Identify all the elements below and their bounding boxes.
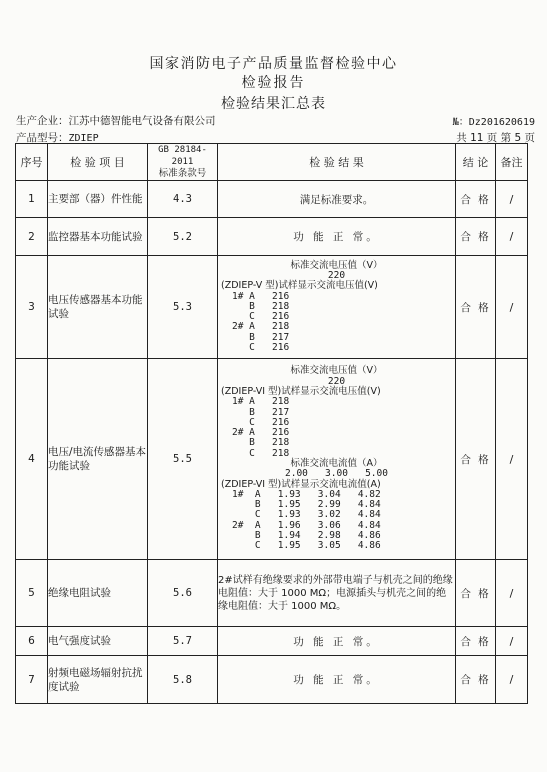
- row-no: 3: [16, 256, 48, 359]
- result-line: 220: [327, 375, 346, 387]
- results-table: [15, 143, 528, 704]
- result-line: 1# A 218: [232, 396, 290, 408]
- header-conclusion: 结 论: [456, 144, 496, 181]
- row-result: 满足标准要求。: [218, 181, 456, 218]
- header-standard-clause: [148, 144, 218, 181]
- table-row: [16, 359, 528, 560]
- row-clause: 5.7: [148, 627, 218, 656]
- result-line: C 216: [232, 311, 290, 323]
- result-line: 1# A 216: [232, 290, 290, 302]
- row-clause: 5.3: [148, 256, 218, 359]
- row-remarks: /: [496, 218, 528, 256]
- row-clause: 5.6: [148, 560, 218, 627]
- row-item: 绝缘电阻试验: [48, 560, 148, 627]
- table-row: [16, 181, 528, 218]
- row-no: 5: [16, 560, 48, 627]
- report-number: №：Dz201620619: [452, 117, 535, 128]
- row-item: 射频电磁场辐射抗扰度试验: [48, 656, 148, 704]
- row-remarks: /: [496, 181, 528, 218]
- header-no: 序号: [16, 144, 48, 181]
- result-line: 220: [327, 269, 346, 281]
- row-item: 电气强度试验: [48, 627, 148, 656]
- table-row: [16, 560, 528, 627]
- header-remarks: 备注: [496, 144, 528, 181]
- result-line: 2# A 1.96 3.06 4.84: [232, 519, 381, 531]
- report-title: 检验报告: [241, 75, 306, 91]
- row-conclusion: 合 格: [456, 359, 496, 560]
- result-line: B 217: [232, 406, 290, 418]
- result-line: C 218: [232, 447, 290, 459]
- row-clause: 4.3: [148, 181, 218, 218]
- row-no: 6: [16, 627, 48, 656]
- row-item: 电压/电流传感器基本功能试验: [48, 359, 148, 560]
- result-line: (ZDIEP-V 型)试样显示交流电压值(V): [221, 280, 378, 292]
- result-line: C 1.95 3.05 4.86: [232, 540, 381, 552]
- model-value: ZDIEP: [68, 133, 99, 144]
- result-line: B 218: [232, 300, 290, 312]
- result-line: C 216: [232, 342, 290, 354]
- row-no: 2: [16, 218, 48, 256]
- result-line: 2# A 216: [232, 427, 290, 439]
- company-name: 江苏中德智能电气设备有限公司: [68, 115, 216, 127]
- company-line: [16, 113, 216, 128]
- row-item: 电压传感器基本功能试验: [48, 256, 148, 359]
- result-line: B 217: [232, 331, 290, 343]
- table-header-row: [16, 144, 528, 181]
- header-std-line2: 标准条款号: [158, 168, 207, 179]
- row-result: [218, 256, 456, 359]
- row-no: 7: [16, 656, 48, 704]
- result-line: C 216: [232, 416, 290, 428]
- row-remarks: /: [496, 560, 528, 627]
- row-result: [218, 359, 456, 560]
- row-remarks: /: [496, 256, 528, 359]
- row-conclusion: 合 格: [456, 656, 496, 704]
- result-line: 2.00 3.00 5.00: [285, 468, 388, 480]
- row-result: 2#试样有绝缘要求的外部带电端子与机壳之间的绝缘电阻值：大于 1000 MΩ；电源插头与机壳之间的绝缘电阻值：大于 1000 MΩ。: [218, 560, 456, 627]
- row-conclusion: 合 格: [456, 256, 496, 359]
- row-item: 主要部（器）件性能: [48, 181, 148, 218]
- row-clause: 5.5: [148, 359, 218, 560]
- row-clause: 5.2: [148, 218, 218, 256]
- result-line: B 1.94 2.98 4.86: [232, 530, 381, 542]
- row-remarks: /: [496, 359, 528, 560]
- result-line: 标准交流电压值（V）: [290, 365, 383, 377]
- page-info: 共 11 页 第 5 页: [456, 132, 535, 144]
- row-result: 功 能 正 常。: [218, 627, 456, 656]
- result-line: (ZDIEP-VI 型)试样显示交流电压值(V): [221, 385, 381, 397]
- row-result: 功 能 正 常。: [218, 218, 456, 256]
- header-std-line1: GB 28184-2011: [158, 145, 207, 167]
- table-row: [16, 218, 528, 256]
- table-row: [16, 627, 528, 656]
- row-remarks: /: [496, 627, 528, 656]
- row-remarks: /: [496, 656, 528, 704]
- result-line: 1# A 1.93 3.04 4.82: [232, 488, 381, 500]
- row-conclusion: 合 格: [456, 181, 496, 218]
- model-label: 产品型号：: [16, 132, 69, 144]
- row-no: 1: [16, 181, 48, 218]
- table-title: 检验结果汇总表: [221, 96, 326, 112]
- result-line: 2# A 218: [232, 321, 290, 333]
- row-result: 功 能 正 常。: [218, 656, 456, 704]
- header-result: 检 验 结 果: [218, 144, 456, 181]
- result-line: C 1.93 3.02 4.84: [232, 509, 381, 521]
- result-line: B 218: [232, 437, 290, 449]
- result-line: B 1.95 2.99 4.84: [232, 499, 381, 511]
- result-line: (ZDIEP-VI 型)试样显示交流电流值(A): [221, 478, 381, 490]
- header-item: 检 验 项 目: [48, 144, 148, 181]
- row-clause: 5.8: [148, 656, 218, 704]
- row-conclusion: 合 格: [456, 627, 496, 656]
- row-item: 监控器基本功能试验: [48, 218, 148, 256]
- result-line: 标准交流电流值（A）: [290, 458, 383, 469]
- result-line: 标准交流电压值（V）: [290, 259, 383, 271]
- row-no: 4: [16, 359, 48, 560]
- row-conclusion: 合 格: [456, 218, 496, 256]
- table-row: [16, 256, 528, 359]
- company-label: 生产企业：: [16, 115, 69, 127]
- center-name: 国家消防电子产品质量监督检验中心: [149, 56, 398, 72]
- table-row: [16, 656, 528, 704]
- row-conclusion: 合 格: [456, 560, 496, 627]
